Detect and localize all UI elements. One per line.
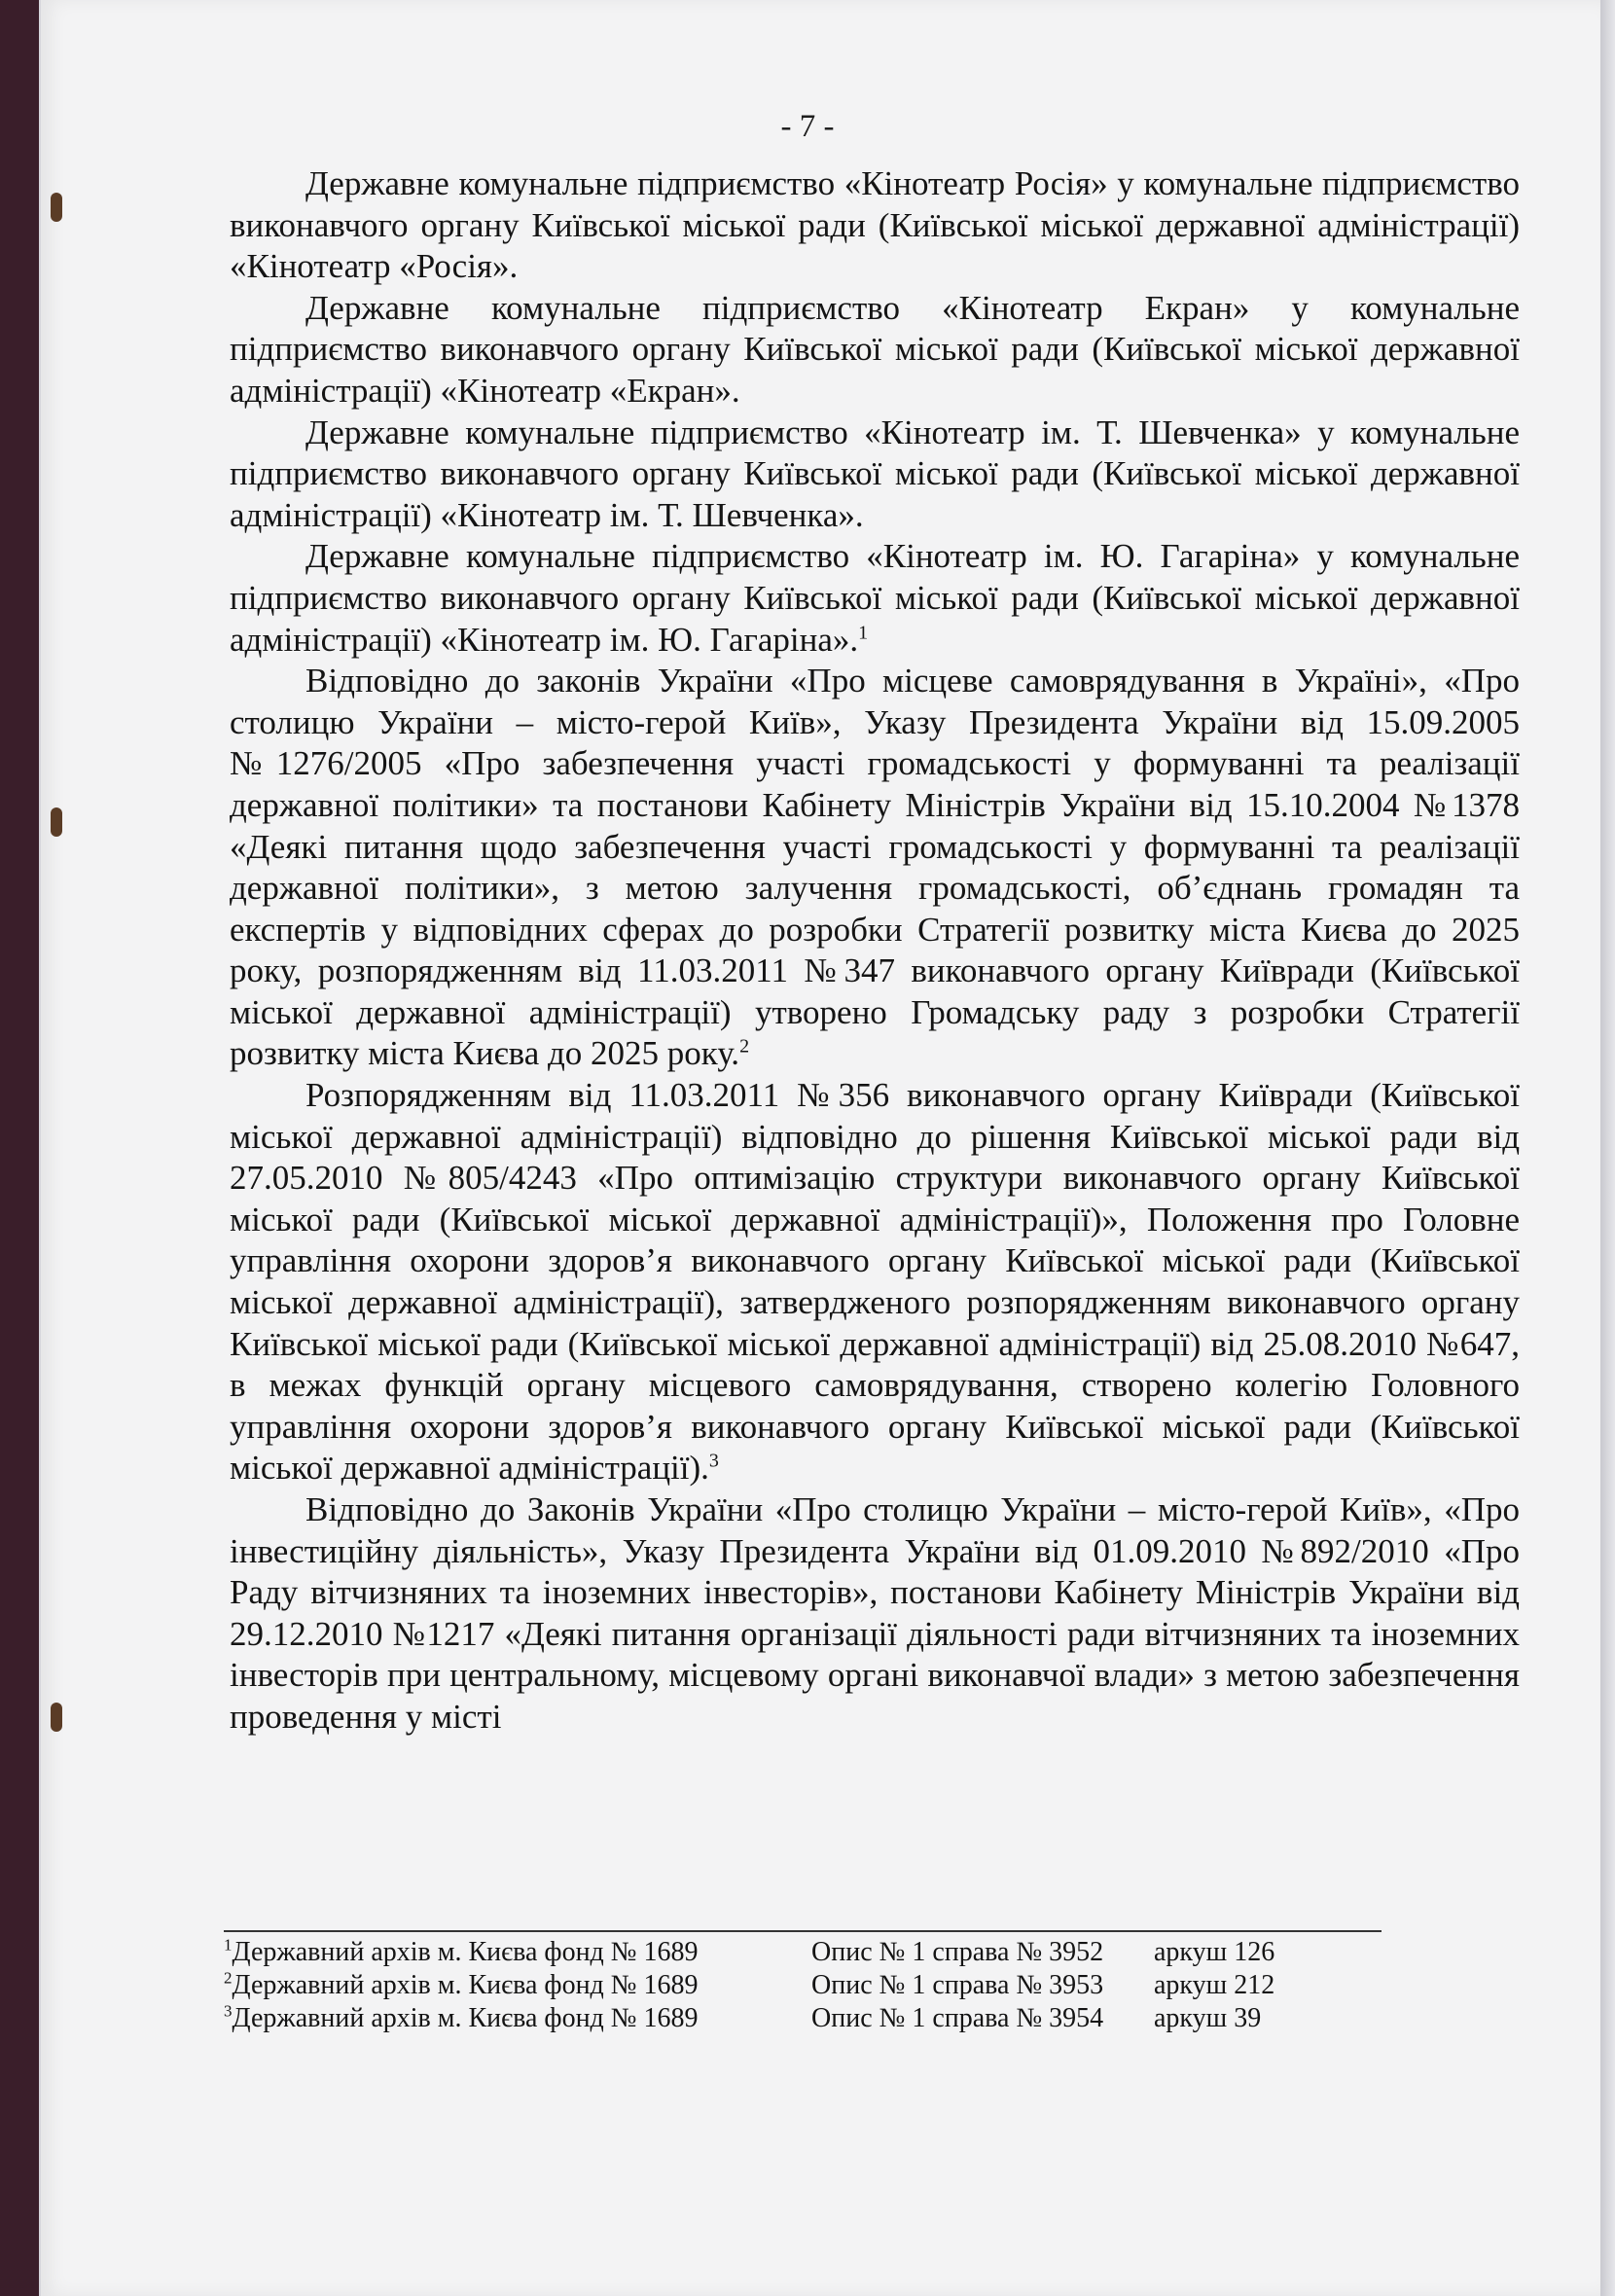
- paragraph: [230, 536, 1520, 661]
- paragraph-text: Державне комунальне підприємство «Кінотеатр Екран» у комунальне підприємство виконавчого органу Київської міської ради (Київської міської державної адміністрації) «Кінотеатр «Екран».: [230, 288, 1520, 410]
- footnote-sheet: аркуш 126: [1154, 1937, 1275, 1967]
- paragraph: [230, 163, 1520, 288]
- binding-hole: [51, 807, 62, 837]
- footnote-ref: 1: [858, 621, 869, 643]
- footnote-number: 3: [224, 2001, 233, 2021]
- paragraph: [230, 1489, 1520, 1739]
- footnote-ref: 2: [739, 1035, 750, 1058]
- paragraph-text: Державне комунальне підприємство «Кінотеатр ім. Ю. Гагаріна» у комунальне підприємство виконавчого органу Київської міської ради (Київської міської державної адміністрації) «Кінотеатр ім. Ю. Гагаріна».: [230, 537, 1520, 659]
- footnote-ref: 3: [708, 1450, 719, 1472]
- footnote-source: Державний архів м. Києва фонд № 1689: [232, 1970, 699, 2000]
- footnote-number: 2: [224, 1968, 233, 1988]
- paragraph: [230, 413, 1520, 537]
- page-edge: [1600, 0, 1615, 2296]
- paragraph-text: Розпорядженням від 11.03.2011 №356 виконавчого органу Київради (Київської міської державної адміністрації) відповідно до рішення Київської міської ради від 27.05.2010 №805/4243 «Про оптимізацію структури виконавчого органу Київської міської ради (Київської міської державної адміністрації)», Положення про Головне управління охорони здоров’я виконавчого органу Київської міської ради (Київської міської державної адміністрації), затвердженого розпорядженням виконавчого органу Київської міської ради (Київської міської державної адміністрації) від 25.08.2010 №647, в межах функцій органу місцевого самоврядування, створено колегію Головного управління охорони здоров’я виконавчого органу Київської міської ради (Київської міської державної адміністрації).: [230, 1076, 1520, 1488]
- footnote-inventory: Опис № 1 справа № 3953: [811, 1970, 1104, 2000]
- footnotes: [224, 1936, 1391, 2035]
- footnote-inventory: Опис № 1 справа № 3952: [811, 1937, 1104, 1967]
- footnote-source: Державний архів м. Києва фонд № 1689: [232, 2003, 699, 2033]
- paragraph: [230, 288, 1520, 413]
- footnote-separator: [224, 1930, 1382, 1932]
- binding-hole: [51, 1703, 62, 1732]
- binding-hole: [51, 193, 62, 222]
- page-number: - 7 -: [780, 109, 835, 144]
- footnote: [224, 1969, 1391, 2002]
- paragraph-text: Державне комунальне підприємство «Кінотеатр Росія» у комунальне підприємство виконавчого органу Київської міської ради (Київської міської державної адміністрації) «Кінотеатр «Росія».: [230, 164, 1520, 286]
- paragraph: [230, 1075, 1520, 1489]
- paragraph-text: Відповідно до законів України «Про місцеве самоврядування в Україні», «Про столицю України – місто-герой Київ», Указу Президента України від 15.09.2005 №1276/2005 «Про забезпечення участі громадськості у формуванні та реалізації державної політики» та постанови Кабінету Міністрів України від 15.10.2004 №1378 «Деякі питання щодо забезпечення участі громадськості у формуванні та реалізації державної політики», з метою залучення громадськості, об’єднань громадян та експертів у відповідних сферах до розробки Стратегії розвитку міста Києва до 2025 року, розпорядженням від 11.03.2011 №347 виконавчого органу Київради (Київської міської державної адміністрації) утворено Громадську раду з розробки Стратегії розвитку міста Києва до 2025 року.: [230, 662, 1520, 1073]
- footnote: [224, 2002, 1391, 2035]
- footnote-sheet: аркуш 212: [1154, 1970, 1275, 2000]
- paragraph-text: Відповідно до Законів України «Про столицю України – місто-герой Київ», «Про інвестиційну діяльність», Указу Президента України від 01.09.2010 №892/2010 «Про Раду вітчизняних та іноземних інвесторів», постанови Кабінету Міністрів України від 29.12.2010 №1217 «Деякі питання організації діяльності ради вітчизняних та іноземних інвесторів при центральному, місцевому органі виконавчої влади» з метою забезпечення проведення у місті: [230, 1490, 1520, 1736]
- paragraph-text: Державне комунальне підприємство «Кінотеатр ім. Т. Шевченка» у комунальне підприємство виконавчого органу Київської міської ради (Київської міської державної адміністрації) «Кінотеатр ім. Т. Шевченка».: [230, 413, 1520, 534]
- footnote-source: Державний архів м. Києва фонд № 1689: [232, 1937, 699, 1967]
- footnote: [224, 1936, 1391, 1969]
- footnote-inventory: Опис № 1 справа № 3954: [811, 2003, 1104, 2033]
- paragraph: [230, 661, 1520, 1075]
- footnote-sheet: аркуш 39: [1154, 2003, 1262, 2033]
- body-text: [230, 163, 1520, 1739]
- footnote-number: 1: [224, 1935, 233, 1955]
